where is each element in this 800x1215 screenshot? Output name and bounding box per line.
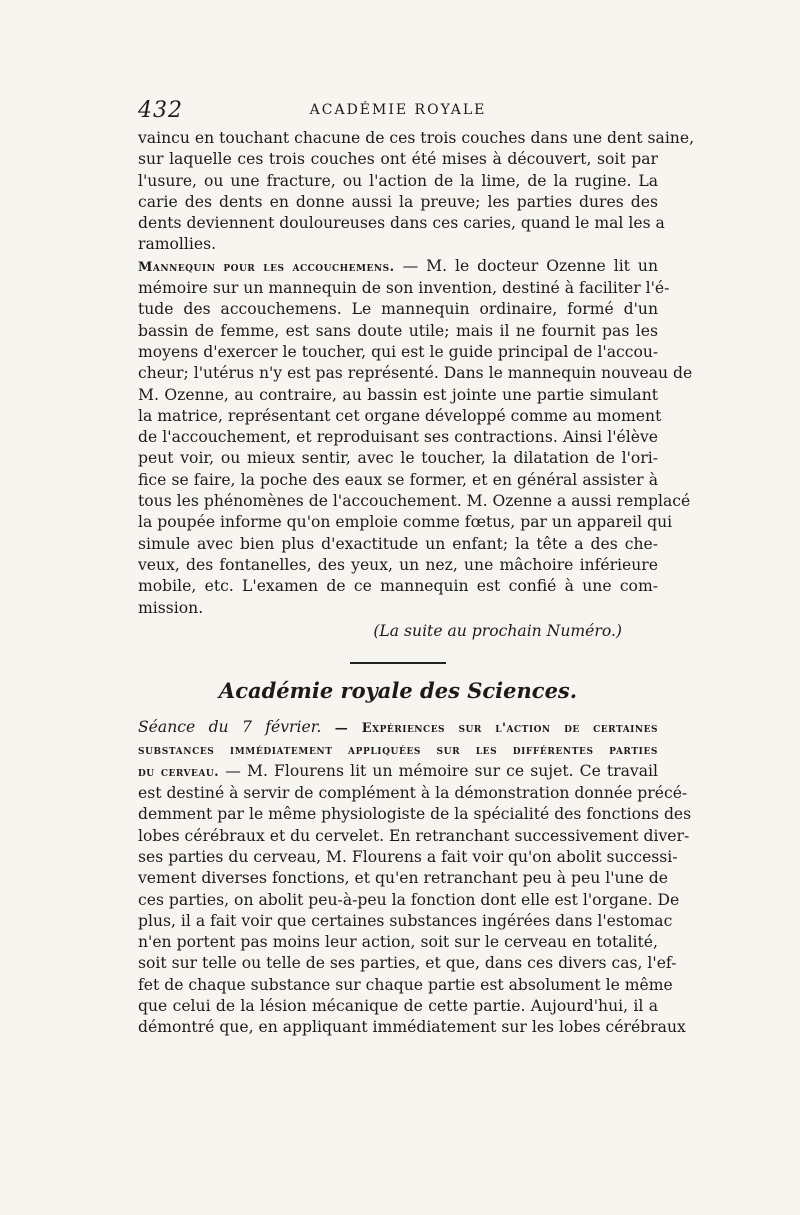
text-line: bassin de femme, est sans doute utile; mais il ne fournit pas les	[138, 321, 658, 340]
book-page	[138, 98, 695, 1039]
paragraph-mannequin	[138, 256, 693, 619]
text-line: l'usure, ou une fracture, ou l'action de la lime, de la rugine. La	[138, 171, 658, 190]
text-line: est destiné à servir de complément à la démonstration donnée précé-	[138, 784, 688, 803]
text-line: la matrice, représentant cet organe développé comme au moment	[138, 406, 662, 425]
text-line: mémoire sur un mannequin de son invention, destiné à faciliter l'é-	[138, 279, 670, 298]
heading-tail: du cerveau.	[138, 764, 220, 780]
paragraph-flourens	[138, 717, 692, 1038]
text-line: simule avec bien plus d'exactitude un enfant; la tête a des che-	[138, 534, 658, 553]
continuation-note: (La suite au prochain Numéro.)	[373, 621, 622, 640]
text-line: tude des accouchemens. Le mannequin ordinaire, formé d'un	[138, 300, 658, 319]
text-fragment: — M. le docteur Ozenne lit un	[394, 256, 658, 275]
running-title: ACADÉMIE ROYALE	[309, 102, 487, 118]
text-line: que celui de la lésion mécanique de cette partie. Aujourd'hui, il a	[138, 996, 658, 1015]
text-line: plus, il a fait voir que certaines substances ingérées dans l'estomac	[138, 911, 673, 930]
text-line: substances immédiatement appliquées sur les différentes parties	[138, 742, 658, 758]
text-line: dents deviennent douloureuses dans ces caries, quand le mal les a	[138, 214, 665, 233]
text-line: vement diverses fonctions, et qu'en retranchant peu à peu l'une de	[138, 869, 669, 888]
text-line: sur laquelle ces trois couches ont été mises à découvert, soit par	[138, 150, 658, 169]
paragraph-heading-flourens: — Expériences sur l'action de certaines	[321, 721, 658, 737]
section-divider	[350, 662, 446, 664]
text-line: tous les phénomènes de l'accouchement. M. Ozenne a aussi remplacé	[138, 492, 691, 511]
paragraph-dental-sensitivity	[138, 128, 695, 256]
text-line: la poupée informe qu'on emploie comme fœtus, par un appareil qui	[138, 513, 673, 532]
page-number: 432	[138, 98, 183, 123]
running-head	[138, 98, 658, 126]
text-line	[138, 256, 658, 278]
text-line: mission.	[138, 598, 204, 617]
text-line: lobes cérébraux et du cervelet. En retranchant successivement diver-	[138, 826, 690, 845]
text-line: moyens d'exercer le toucher, qui est le guide principal de l'accou-	[138, 342, 659, 361]
text-line: cheur; l'utérus n'y est pas représenté. Dans le mannequin nouveau de	[138, 364, 693, 383]
text-line: soit sur telle ou telle de ses parties, et que, dans ces divers cas, l'ef-	[138, 954, 677, 973]
text-line: fice se faire, la poche des eaux se former, et en général assister à	[138, 470, 658, 489]
text-line: ramollies.	[138, 235, 217, 254]
text-line: fet de chaque substance sur chaque partie est absolument le même	[138, 975, 673, 994]
text-line: vaincu en touchant chacune de ces trois couches dans une dent saine,	[138, 129, 695, 147]
text-line: demment par le même physiologiste de la spécialité des fonctions des	[138, 805, 692, 824]
text-line: peut voir, ou mieux sentir, avec le toucher, la dilatation de l'ori-	[138, 449, 658, 468]
text-line: carie des dents en donne aussi la preuve; les parties dures des	[138, 192, 658, 211]
text-line: de l'accouchement, et reproduisant ses contractions. Ainsi l'élève	[138, 428, 658, 447]
text-line: M. Ozenne, au contraire, au bassin est jointe une partie simulant	[138, 385, 658, 404]
paragraph-heading-mannequin: Mannequin pour les accouchemens.	[138, 259, 395, 275]
text-line	[138, 717, 658, 739]
text-line: n'en portent pas moins leur action, soit sur le cerveau en totalité,	[138, 933, 658, 952]
section-title: Académie royale des Sciences.	[218, 678, 578, 704]
text-line: ses parties du cerveau, M. Flourens a fait voir qu'on abolit successi-	[138, 847, 678, 866]
session-date: Séance du 7 février.	[138, 718, 322, 737]
text-line: ces parties, on abolit peu-à-peu la fonction dont elle est l'organe. De	[138, 890, 680, 909]
text-line	[138, 761, 658, 783]
text-line: veux, des fontanelles, des yeux, un nez, une mâchoire inférieure	[138, 555, 658, 574]
text-fragment: — M. Flourens lit un mémoire sur ce sujet. Ce travail	[219, 761, 658, 780]
text-line: démontré que, en appliquant immédiatement sur les lobes cérébraux	[138, 1018, 686, 1037]
text-line: mobile, etc. L'examen de ce mannequin est confié à une com-	[138, 577, 658, 596]
